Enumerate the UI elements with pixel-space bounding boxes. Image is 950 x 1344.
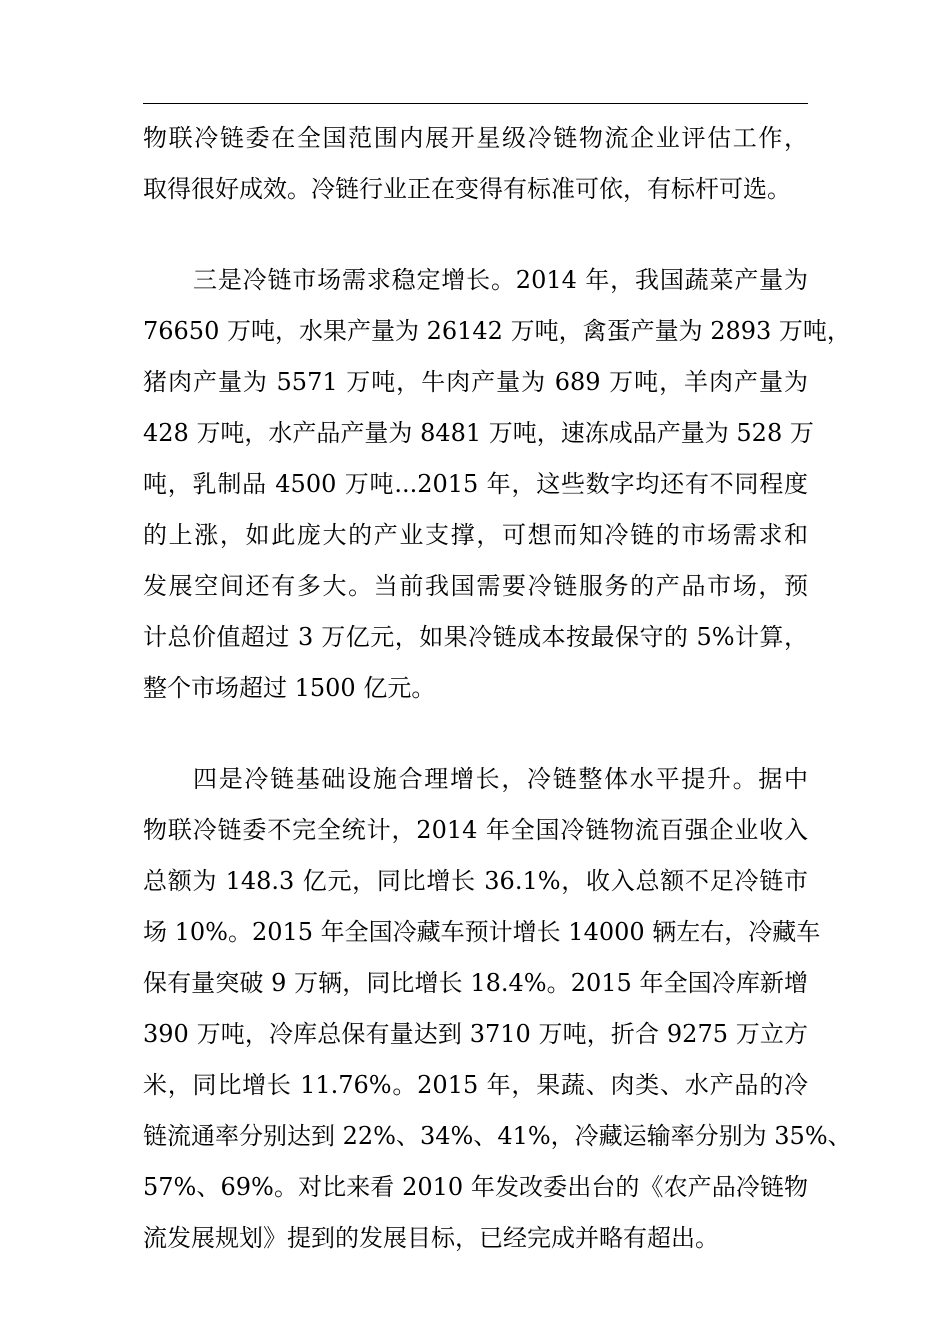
text-line: 三是冷链市场需求稳定增长。2014 年，我国蔬菜产量为 (193, 266, 808, 294)
text-line: 吨，乳制品 4500 万吨...2015 年，这些数字均还有不同程度 (143, 470, 808, 498)
text-line: 的上涨，如此庞大的产业支撑，可想而知冷链的市场需求和 (143, 521, 808, 549)
paragraph-gap (143, 714, 808, 754)
text-line: 总额为 148.3 亿元，同比增长 36.1%，收入总额不足冷链市 (143, 867, 808, 895)
text-line: 计总价值超过 3 万亿元，如果冷链成本按最保守的 5%计算， (143, 623, 808, 651)
paragraph-market-demand (143, 255, 851, 714)
text-line: 390 万吨，冷库总保有量达到 3710 万吨，折合 9275 万立方 (143, 1020, 808, 1048)
paragraph-continuation (143, 113, 808, 215)
paragraph-gap (143, 215, 808, 255)
text-line: 76650 万吨，水果产量为 26142 万吨，禽蛋产量为 2893 万吨， (143, 317, 851, 345)
text-line: 流发展规划》提到的发展目标，已经完成并略有超出。 (143, 1224, 719, 1252)
text-line: 物联冷链委在全国范围内展开星级冷链物流企业评估工作， (143, 124, 808, 152)
paragraph-infrastructure (143, 754, 852, 1264)
header-rule (143, 103, 808, 104)
text-line: 428 万吨，水产品产量为 8481 万吨，速冻成品产量为 528 万 (143, 419, 814, 447)
text-line: 保有量突破 9 万辆，同比增长 18.4%。2015 年全国冷库新增 (143, 969, 808, 997)
text-line: 整个市场超过 1500 亿元。 (143, 674, 436, 702)
text-line: 猪肉产量为 5571 万吨，牛肉产量为 689 万吨，羊肉产量为 (143, 368, 808, 396)
text-line: 发展空间还有多大。当前我国需要冷链服务的产品市场，预 (143, 572, 808, 600)
text-line: 四是冷链基础设施合理增长，冷链整体水平提升。据中 (193, 765, 808, 793)
text-line: 取得很好成效。冷链行业正在变得有标准可依，有标杆可选。 (143, 175, 791, 203)
text-line: 物联冷链委不完全统计，2014 年全国冷链物流百强企业收入 (143, 816, 808, 844)
text-line: 链流通率分别达到 22%、34%、41%，冷藏运输率分别为 35%、 (143, 1122, 852, 1150)
text-line: 57%、69%。对比来看 2010 年发改委出台的《农产品冷链物 (143, 1173, 808, 1201)
text-line: 米，同比增长 11.76%。2015 年，果蔬、肉类、水产品的冷 (143, 1071, 808, 1099)
text-line: 场 10%。2015 年全国冷藏车预计增长 14000 辆左右，冷藏车 (143, 918, 821, 946)
document-body (143, 113, 852, 1264)
